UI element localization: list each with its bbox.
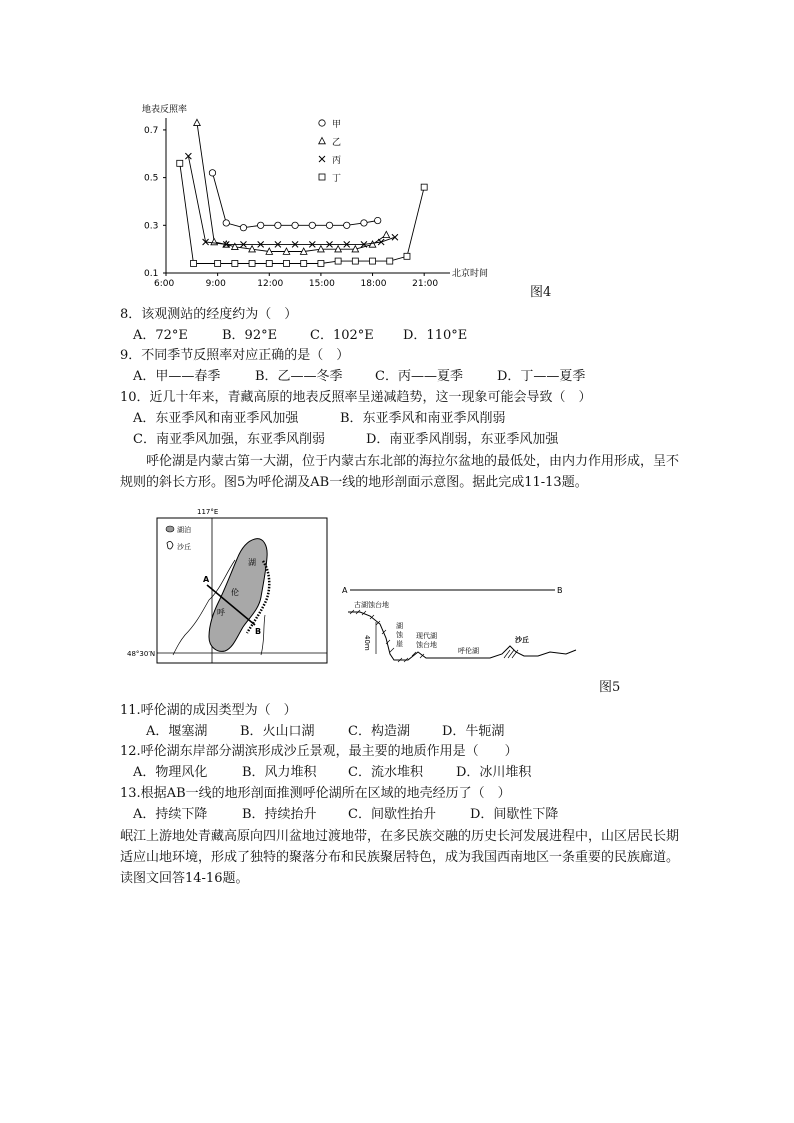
- q10-option-b[interactable]: B．东亚季风和南亚季风削弱: [340, 411, 506, 426]
- data-point: [301, 260, 307, 266]
- legend-marker: [319, 174, 325, 180]
- legend-lake-label: 湖泊: [177, 526, 191, 534]
- new-platform-label-1: 现代湖: [416, 632, 437, 640]
- hulun-map: [125, 505, 330, 670]
- q11-option-b[interactable]: B．火山口湖: [240, 724, 315, 739]
- profile-a: A: [342, 586, 348, 595]
- data-point: [375, 217, 381, 223]
- new-platform-label-2: 蚀台地: [416, 641, 437, 649]
- y-tick-label: 0.3: [144, 221, 159, 232]
- q10-option-d[interactable]: D．南亚季风削弱，东亚季风加强: [366, 432, 559, 447]
- lake-char-hu2: 呼: [217, 608, 225, 617]
- data-point: [177, 160, 183, 166]
- legend-label: 丁: [332, 174, 342, 184]
- series-line: [188, 156, 395, 244]
- data-point: [292, 222, 298, 228]
- q8-option-a[interactable]: A．72°E: [133, 328, 188, 343]
- series-line: [213, 173, 378, 228]
- series-line: [197, 123, 386, 252]
- series-1: [209, 170, 381, 231]
- cliff-char-1: 湖: [396, 622, 403, 630]
- height-label: 40m: [363, 635, 371, 651]
- data-point: [275, 222, 281, 228]
- river-east: [261, 615, 265, 655]
- legend-lake-symbol: [166, 526, 174, 532]
- data-point: [209, 170, 215, 176]
- data-point: [240, 224, 246, 230]
- legend-dune-label: 沙丘: [177, 543, 191, 551]
- y-tick-label: 0.5: [144, 173, 159, 184]
- lake-label: 呼伦湖: [458, 647, 479, 655]
- data-point: [326, 222, 332, 228]
- q13-option-b[interactable]: B．持续抬升: [242, 807, 317, 822]
- q11-option-c[interactable]: C．构造湖: [348, 724, 410, 739]
- q12-option-b[interactable]: B．风力堆积: [242, 765, 317, 780]
- q13-option-c[interactable]: C．间歇性抬升: [348, 807, 436, 822]
- data-point: [191, 260, 197, 266]
- y-tick-label: 0.7: [144, 125, 159, 136]
- figure-5-label: 图5: [599, 680, 621, 695]
- chart-ylabel: 地表反照率: [142, 105, 188, 115]
- q9-option-b[interactable]: B．乙——冬季: [255, 369, 343, 384]
- x-tick-label: 15:00: [308, 279, 335, 289]
- data-point: [283, 260, 289, 266]
- cliff-hatch: [350, 610, 424, 662]
- figure-4-label: 图4: [530, 285, 552, 300]
- q9-option-c[interactable]: C．丙——夏季: [375, 369, 463, 384]
- data-point: [211, 239, 218, 245]
- q12-stem: 12.呼伦湖东岸部分湖滨形成沙丘景观，最主要的地质作用是（ ）: [120, 744, 518, 759]
- data-point: [257, 222, 263, 228]
- series-3: [185, 153, 398, 247]
- q10-stem: 10．近几十年来，青藏高原的地表反照率呈递减趋势，这一现象可能会导致（ ）: [120, 390, 592, 405]
- q12-option-a[interactable]: A．物理风化: [133, 765, 208, 780]
- data-point: [194, 119, 201, 125]
- q11-option-a[interactable]: A．堰塞湖: [146, 724, 208, 739]
- q11-option-d[interactable]: D．牛轭湖: [442, 724, 505, 739]
- data-point: [266, 260, 272, 266]
- legend-label: 甲: [332, 120, 342, 130]
- albedo-chart: [120, 98, 510, 293]
- q11-stem: 11.呼伦湖的成因类型为（ ）: [120, 703, 297, 718]
- data-point: [421, 184, 427, 190]
- data-point: [232, 260, 238, 266]
- q12-option-d[interactable]: D．冰川堆积: [456, 765, 532, 780]
- cliff-char-3: 崖: [396, 640, 403, 648]
- x-tick-label: 18:00: [360, 279, 387, 289]
- data-point: [404, 253, 410, 259]
- legend-marker: [319, 156, 325, 162]
- q8-option-c[interactable]: C．102°E: [310, 328, 374, 343]
- data-point: [370, 258, 376, 264]
- legend-label: 丙: [332, 156, 342, 166]
- series-line: [180, 163, 424, 263]
- chart-xlabel: 北京时间: [452, 269, 489, 279]
- x-tick-label: 21:00: [412, 279, 439, 289]
- hulun-intro: 呼伦湖是内蒙古第一大湖，位于内蒙古东北部的海拉尔盆地的最低处，由内力作用形成，呈不规则的斜长方形。图5为呼伦湖及AB一线的地形剖面示意图。据此完成11-13题。: [120, 454, 680, 490]
- q9-option-a[interactable]: A．甲——春季: [133, 369, 221, 384]
- lake-char-hu: 湖: [248, 558, 256, 567]
- q10-option-a[interactable]: A．东亚季风和南亚季风加强: [133, 411, 299, 426]
- data-point: [309, 222, 315, 228]
- x-tick-label: 9:00: [205, 279, 226, 289]
- q8-stem: 8．该观测站的经度约为（ ）: [120, 307, 298, 322]
- x-tick-label: 6:00: [154, 279, 175, 289]
- ab-profile: [340, 580, 580, 685]
- minjiang-intro: 岷江上游地处青藏高原向四川盆地过渡地带，在多民族交融的历史长河发展进程中，山区居民长期适应山地环境，形成了独特的聚落分布和民族聚居特色，成为我国西南地区一条重要的民族廊道。读图文回答14-16题。: [120, 829, 680, 886]
- y-tick-label: 0.1: [144, 269, 159, 279]
- profile-b: B: [557, 586, 563, 595]
- data-point: [392, 234, 398, 240]
- q13-option-d[interactable]: D．间歇性下降: [470, 807, 559, 822]
- q8-option-b[interactable]: B．92°E: [222, 328, 278, 343]
- data-point: [223, 220, 229, 226]
- data-point: [215, 260, 221, 266]
- q13-option-a[interactable]: A．持续下降: [133, 807, 208, 822]
- map-point-a: A: [203, 575, 210, 584]
- q13-stem: 13.根据AB一线的地形剖面推测呼伦湖所在区域的地壳经历了（ ）: [120, 786, 511, 801]
- q12-option-c[interactable]: C．流水堆积: [348, 765, 423, 780]
- cliff-char-2: 蚀: [396, 631, 403, 639]
- q9-option-d[interactable]: D．丁——夏季: [497, 369, 586, 384]
- legend-dune-symbol: [167, 541, 173, 549]
- lake-char-lun: 伦: [231, 588, 239, 597]
- data-point: [383, 231, 390, 237]
- old-platform-label: 古湖蚀台地: [354, 601, 389, 609]
- data-point: [335, 258, 341, 264]
- x-tick-label: 12:00: [257, 279, 284, 289]
- legend-marker: [319, 120, 325, 126]
- data-point: [387, 258, 393, 264]
- data-point: [352, 258, 358, 264]
- data-point: [249, 260, 255, 266]
- lat-label: 48°30′N: [127, 650, 156, 658]
- q10-option-c[interactable]: C．南亚季风加强，东亚季风削弱: [133, 432, 325, 447]
- data-point: [361, 220, 367, 226]
- q9-stem: 9．不同季节反照率对应正确的是（ ）: [120, 348, 350, 363]
- series-2: [194, 119, 390, 254]
- q8-option-d[interactable]: D．110°E: [403, 328, 468, 343]
- dune-label: 沙丘: [515, 636, 529, 644]
- data-point: [369, 241, 376, 247]
- data-point: [318, 260, 324, 266]
- data-point: [344, 222, 350, 228]
- legend-marker: [319, 138, 326, 144]
- legend-label: 乙: [332, 138, 342, 148]
- lon-label: 117°E: [197, 508, 219, 516]
- map-point-b: B: [255, 627, 262, 636]
